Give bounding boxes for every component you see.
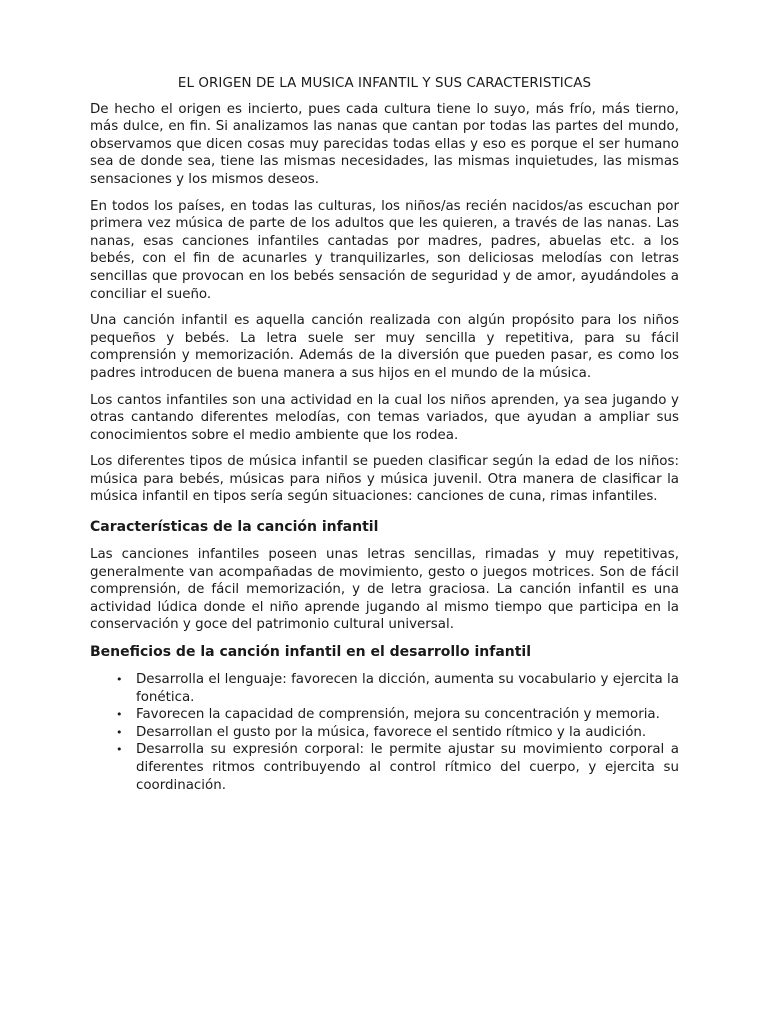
bullet-icon: • bbox=[116, 725, 123, 739]
paragraph-origin: De hecho el origen es incierto, pues cada cultura tiene lo suyo, más frío, más tierno, más dulce, en fin. Si analizamos las nanas que cantan por todas las partes del mundo, observamos que dicen cosas muy parecidas todas ellas y eso es porque el ser humano sea de donde sea, tiene las mismas necesidades, las mismas inquietudes, las mismas sensaciones y los mismos deseos. bbox=[90, 101, 679, 187]
paragraph-nanas: En todos los países, en todas las culturas, los niños/as recién nacidos/as escuchan por primera vez música de parte de los adultos que les quieren, a través de las nanas. Las nanas, esas canciones infantiles cantadas por madres, padres, abuelas etc. a los bebés, con el fin de acunarles y tranquilizarles, son deliciosas melodías con letras sencillas que provocan en los bebés sensación de seguridad y de amor, ayudándoles a conciliar el sueño. bbox=[90, 198, 679, 302]
benefits-list bbox=[90, 671, 679, 794]
list-item bbox=[90, 741, 679, 794]
list-item bbox=[90, 724, 679, 742]
bullet-icon: • bbox=[116, 708, 123, 722]
list-item bbox=[90, 671, 679, 706]
bullet-icon: • bbox=[116, 673, 123, 687]
paragraph-definition: Una canción infantil es aquella canción realizada con algún propósito para los niños pequeños y bebés. La letra suele ser muy sencilla y repetitiva, para su fácil comprensión y memorización. Además de la diversión que pueden pasar, es como los padres introducen de buena manera a sus hijos en el mundo de la música. bbox=[90, 313, 679, 381]
list-item-text: Desarrollan el gusto por la música, favorece el sentido rítmico y la audición. bbox=[136, 724, 647, 740]
list-item-text: Desarrolla el lenguaje: favorecen la dicción, aumenta su vocabulario y ejercita la fonética. bbox=[136, 672, 679, 705]
list-item-text: Favorecen la capacidad de comprensión, mejora su concentración y memoria. bbox=[136, 707, 660, 723]
paragraph-cantos: Los cantos infantiles son una actividad en la cual los niños aprenden, ya sea jugando y otras cantando diferentes melodías, con temas variados, que ayudan a ampliar sus conocimientos sobre el medio ambiente que los rodea. bbox=[90, 392, 679, 443]
bullet-icon: • bbox=[116, 743, 123, 757]
document-title: EL ORIGEN DE LA MUSICA INFANTIL Y SUS CARACTERISTICAS bbox=[177, 76, 592, 91]
paragraph-tipos: Los diferentes tipos de música infantil se pueden clasificar según la edad de los niños: música para bebés, músicas para niños y música juvenil. Otra manera de clasificar la música infantil en tipos sería según situaciones: canciones de cuna, rimas infantiles. bbox=[90, 454, 679, 505]
section-heading-beneficios: Beneficios de la canción infantil en el desarrollo infantil bbox=[90, 644, 532, 661]
list-item bbox=[90, 706, 679, 724]
document-page bbox=[90, 75, 679, 794]
list-item-text: Desarrolla su expresión corporal: le permite ajustar su movimiento corporal a diferentes ritmos contribuyendo al control rítmico del cuerpo, y ejercita su coordinación. bbox=[136, 742, 679, 793]
section-heading-caracteristicas: Características de la canción infantil bbox=[90, 519, 379, 536]
paragraph-caracteristicas: Las canciones infantiles poseen unas letras sencillas, rimadas y muy repetitivas, generalmente van acompañadas de movimiento, gesto o juegos motrices. Son de fácil comprensión, de fácil memorización, y de letra graciosa. La canción infantil es una actividad lúdica donde el niño aprende jugando al mismo tiempo que participa en la conservación y goce del patrimonio cultural universal. bbox=[90, 547, 679, 633]
